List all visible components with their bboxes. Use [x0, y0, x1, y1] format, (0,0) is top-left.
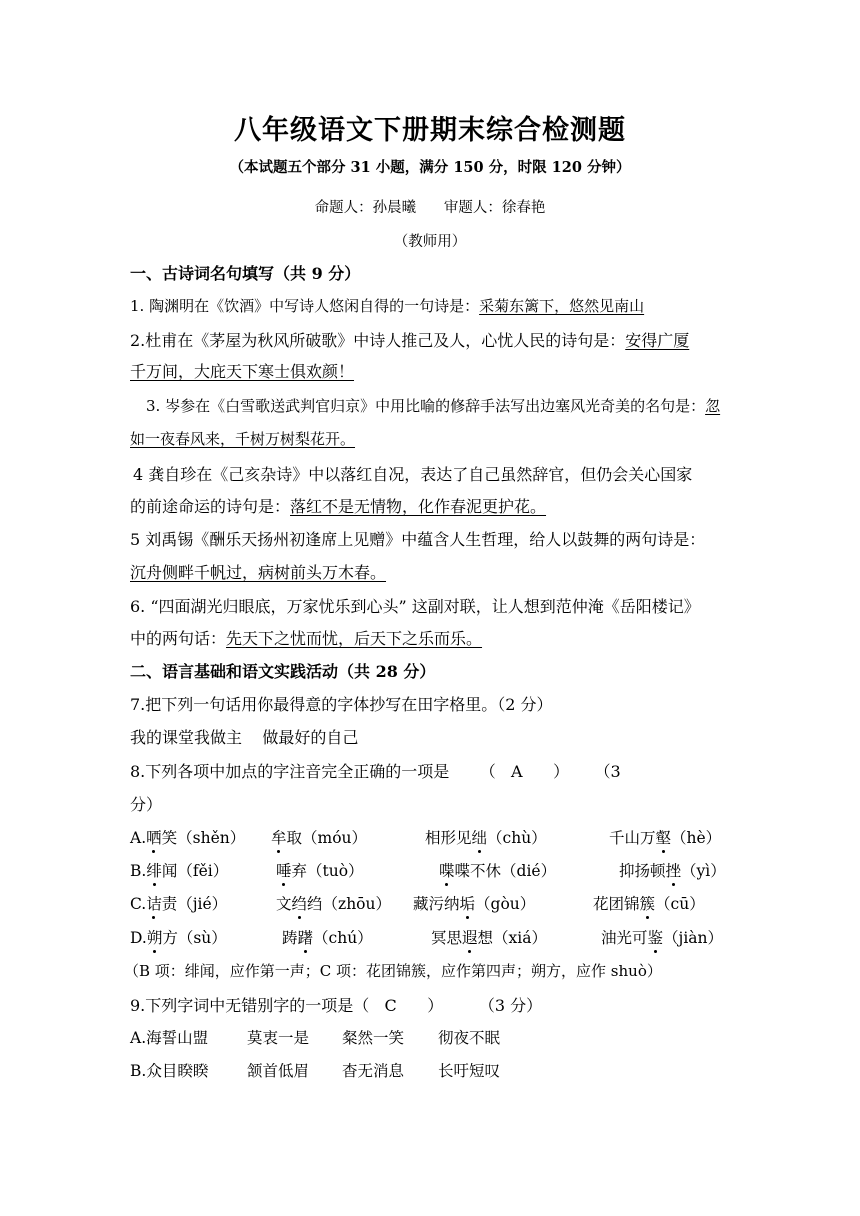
option-d-item-2: 踌躇（chú）	[282, 926, 373, 948]
question-4-text-a: 4 龚自珍在《己亥杂诗》中以落红自况，表达了自己虽然辞官，但仍会关心国家	[133, 465, 693, 484]
question-1-text: 1. 陶渊明在《饮酒》中写诗人悠闲自得的一句诗是：	[130, 297, 480, 315]
question-2	[130, 328, 735, 351]
section-2-heading: 二、语言基础和语文实践活动（共 28 分）	[130, 662, 436, 681]
question-4	[130, 494, 735, 517]
dotted-char: 牟	[271, 826, 287, 848]
dotted-char: 垢	[460, 892, 476, 914]
question-5-text: 5 刘禹锡《酬乐天扬州初逢席上见赠》中蕴含人生哲理，给人以鼓舞的两句诗是：	[130, 530, 706, 549]
option-c-item-4: 花团锦簇（cū）	[593, 892, 705, 914]
option-b-item-3: 喋喋不休（dié）	[439, 859, 556, 881]
option-a-word-2: 莫衷一是	[247, 1029, 310, 1047]
option-b-word-2: 颔首低眉	[247, 1062, 310, 1080]
option-b-word-4: 长吁短叹	[438, 1062, 501, 1080]
question-3-answer-a: 忽	[705, 397, 721, 415]
question-8-score-tail: 分）	[130, 795, 163, 814]
option-a-item-2: 牟取（móu）	[271, 826, 367, 848]
option-a-item-4: 千山万壑（hè）	[609, 826, 721, 848]
dotted-char: 诘	[146, 892, 162, 914]
edition-label: （教师用）	[393, 234, 467, 250]
question-6-text-b: 中的两句话：	[130, 629, 227, 648]
option-c-item-2: 文绉绉（zhōu）	[276, 892, 391, 914]
option-b-word-1: B.众目睽睽	[130, 1062, 209, 1080]
question-2-answer-a: 安得广厦	[625, 331, 690, 350]
option-d-item-1: D.朔方（sù）	[130, 926, 227, 948]
option-a-word-1: A.海誓山盟	[130, 1029, 209, 1047]
option-a-word-3: 粲然一笑	[342, 1029, 405, 1047]
question-6-text-a: 6. “四面湖光归眼底，万家忧乐到心头” 这副对联，让人想到范仲淹《岳阳楼记》	[130, 597, 700, 616]
question-2-text: 2.杜甫在《茅屋为秋风所破歌》中诗人推己及人，心忧人民的诗句是：	[130, 331, 626, 350]
question-3-answer-b: 如一夜春风来，千树万树梨花开。	[130, 430, 356, 448]
option-d-item-3: 冥思遐想（xiá）	[431, 926, 547, 948]
dotted-char: 绯	[146, 859, 162, 881]
question-6	[130, 626, 735, 649]
question-6-answer: 先天下之忧而忧，后天下之乐而乐。	[226, 629, 483, 648]
option-b-item-1: B.绯闻（fěi）	[130, 859, 228, 881]
dotted-char: 鉴	[648, 926, 664, 948]
dotted-char: 壑	[656, 826, 672, 848]
question-3	[146, 395, 736, 416]
option-b-word-3: 杳无消息	[342, 1062, 405, 1080]
question-4-answer: 落红不是无情物，化作春泥更护花。	[290, 497, 547, 516]
dotted-char: 哂	[146, 826, 162, 848]
question-2-answer-b: 千万间，大庇天下寒士俱欢颜！	[130, 362, 355, 381]
dotted-char: 唾	[276, 859, 292, 881]
question-1	[130, 295, 735, 316]
page-title: 八年级语文下册期末综合检测题	[234, 115, 626, 146]
dotted-char: 朔	[147, 926, 163, 948]
question-7-text: 7.把下列一句话用你最得意的字体抄写在田字格里。（2 分）	[130, 695, 553, 714]
question-3-text: 3. 岑参在《白雪歌送武判官归京》中用比喻的修辞手法写出边塞风光奇美的名句是：	[146, 397, 706, 415]
dotted-char: 喋	[439, 859, 455, 881]
authors: 命题人：孙晨曦 审题人：徐春艳	[314, 200, 546, 216]
dotted-char: 簇	[640, 892, 656, 914]
dotted-char: 挫	[666, 859, 682, 881]
dotted-char: 绌	[472, 826, 488, 848]
option-a-item-3: 相形见绌（chù）	[425, 826, 547, 848]
question-4-text-b: 的前途命运的诗句是：	[130, 497, 291, 516]
option-d-item-4: 油光可鉴（jiàn）	[601, 926, 723, 948]
question-8-explanation: （B 项：绯闻，应作第一声；C 项：花团锦簇，应作第四声；朔方，应作 shuò）	[124, 962, 662, 980]
question-5-answer: 沉舟侧畔千帆过，病树前头万木春。	[130, 563, 387, 582]
dotted-char: 绉	[292, 892, 308, 914]
option-c-item-3: 藏污纳垢（gòu）	[413, 892, 535, 914]
page-subtitle: （本试题五个部分 31 小题，满分 150 分，时限 120 分钟）	[229, 159, 631, 176]
section-1-heading: 一、古诗词名句填写（共 9 分）	[130, 264, 361, 283]
option-a-item-1: A.哂笑（shěn）	[130, 826, 245, 848]
dotted-char: 遐	[462, 926, 478, 948]
question-8-text: 8.下列各项中加点的字注音完全正确的一项是 （ A ） （3	[130, 762, 621, 781]
option-b-item-4: 抑扬顿挫（yì）	[619, 859, 726, 881]
question-1-answer: 采菊东篱下，悠然见南山	[479, 297, 645, 315]
option-b-item-2: 唾弃（tuò）	[276, 859, 364, 881]
question-7-sentence: 我的课堂我做主 做最好的自己	[130, 728, 359, 747]
option-c-item-1: C.诘责（jié）	[130, 892, 227, 914]
dotted-char: 躇	[298, 926, 314, 948]
question-9-text: 9.下列字词中无错别字的一项是（ C ） （3 分）	[130, 996, 543, 1015]
option-a-word-4: 彻夜不眠	[438, 1029, 501, 1047]
